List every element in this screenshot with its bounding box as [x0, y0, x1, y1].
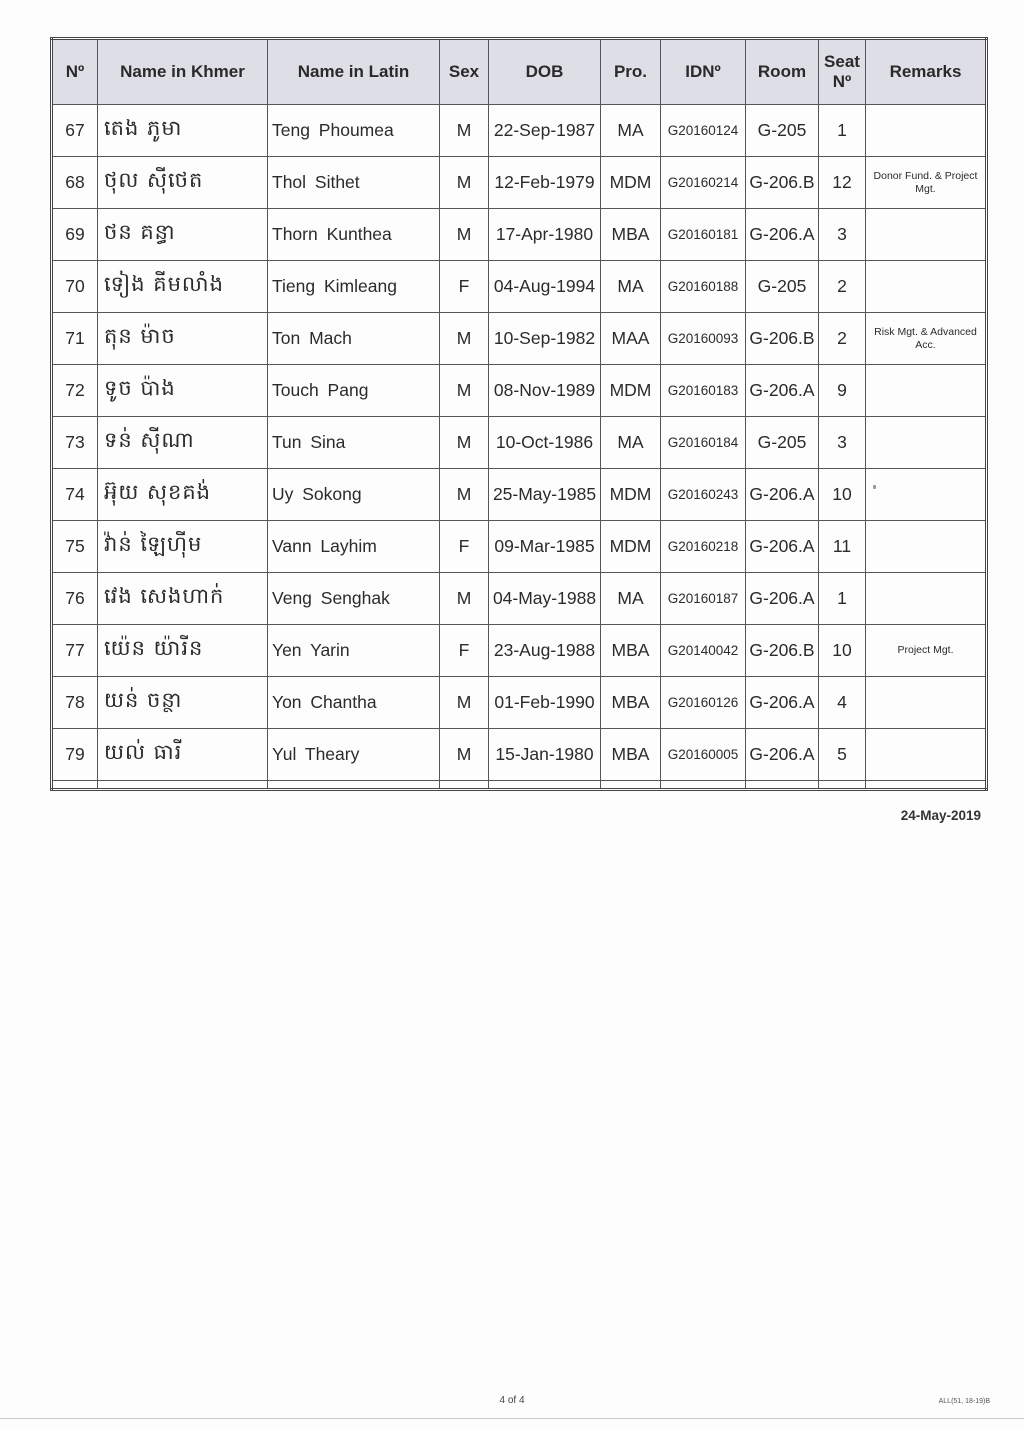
cell-seat: 3 — [819, 209, 866, 261]
header-idno: IDNº — [661, 39, 746, 105]
cell-sex: M — [440, 417, 489, 469]
cell-name-khmer: ទៀង គីមលាំង — [98, 261, 268, 313]
cell-sex: M — [440, 729, 489, 781]
cell-idno: G20140042 — [661, 625, 746, 677]
cell-no: 69 — [52, 209, 98, 261]
cell-no: 76 — [52, 573, 98, 625]
cell-sex: M — [440, 157, 489, 209]
roster-body — [52, 105, 987, 790]
cell-name-khmer: យ៉េន យ៉ារីន — [98, 625, 268, 677]
cell-dob: 04-Aug-1994 — [489, 261, 601, 313]
cell-dob: 09-Mar-1985 — [489, 521, 601, 573]
cell-name-khmer: អ៊ុយ សុខគង់ — [98, 469, 268, 521]
cell-idno: G20160093 — [661, 313, 746, 365]
cell-name-latin: Thol Sithet — [268, 157, 440, 209]
cell-name-khmer: យល់ ធារី — [98, 729, 268, 781]
cell-program: MAA — [601, 313, 661, 365]
cell-room: G-206.A — [746, 469, 819, 521]
cell-room: G-206.B — [746, 157, 819, 209]
cell-seat: 1 — [819, 573, 866, 625]
table-row — [52, 625, 987, 677]
cell-remarks — [866, 677, 987, 729]
cell-program: MA — [601, 261, 661, 313]
cell-name-latin: Yen Yarin — [268, 625, 440, 677]
cell-dob: 10-Sep-1982 — [489, 313, 601, 365]
cell-name-khmer: វេង សេងហាក់ — [98, 573, 268, 625]
cell-name-latin: Vann Layhim — [268, 521, 440, 573]
cell-name-latin: Tun Sina — [268, 417, 440, 469]
cell-seat: 11 — [819, 521, 866, 573]
cell-name-khmer: ទូច ប៉ាង — [98, 365, 268, 417]
cell-no: 67 — [52, 105, 98, 157]
table-row — [52, 573, 987, 625]
table-row — [52, 365, 987, 417]
header-name-latin: Name in Latin — [268, 39, 440, 105]
cell-program: MA — [601, 417, 661, 469]
cell-room: G-206.A — [746, 365, 819, 417]
cell-sex: M — [440, 469, 489, 521]
cell-dob: 17-Apr-1980 — [489, 209, 601, 261]
cell-no: 79 — [52, 729, 98, 781]
cell-idno: G20160218 — [661, 521, 746, 573]
student-roster-table — [50, 37, 988, 791]
cell-idno: G20160126 — [661, 677, 746, 729]
header-name-khmer: Name in Khmer — [98, 39, 268, 105]
cell-dob: 23-Aug-1988 — [489, 625, 601, 677]
cell-empty — [661, 781, 746, 790]
page-number: 4 of 4 — [499, 1395, 525, 1406]
cell-program: MBA — [601, 677, 661, 729]
cell-idno: G20160124 — [661, 105, 746, 157]
cell-remarks: Project Mgt. — [866, 625, 987, 677]
cell-idno: G20160184 — [661, 417, 746, 469]
cell-program: MBA — [601, 729, 661, 781]
header-seat-line2: Nº — [832, 72, 852, 91]
cell-dob: 08-Nov-1989 — [489, 365, 601, 417]
cell-program: MBA — [601, 625, 661, 677]
table-row — [52, 157, 987, 209]
cell-sex: F — [440, 625, 489, 677]
cell-sex: M — [440, 573, 489, 625]
cell-name-khmer: យន់ ចន្ថា — [98, 677, 268, 729]
cell-name-latin: Yul Theary — [268, 729, 440, 781]
cell-room: G-206.A — [746, 573, 819, 625]
cell-idno: G20160187 — [661, 573, 746, 625]
cell-no: 78 — [52, 677, 98, 729]
cell-no: 77 — [52, 625, 98, 677]
cell-idno: G20160181 — [661, 209, 746, 261]
cell-program: MA — [601, 105, 661, 157]
cell-no: 68 — [52, 157, 98, 209]
cell-dob: 12-Feb-1979 — [489, 157, 601, 209]
cell-program: MDM — [601, 469, 661, 521]
cell-idno: G20160183 — [661, 365, 746, 417]
cell-program: MA — [601, 573, 661, 625]
table-row — [52, 261, 987, 313]
cell-empty — [268, 781, 440, 790]
table-row — [52, 209, 987, 261]
cell-dob: 25-May-1985 — [489, 469, 601, 521]
cell-remarks — [866, 417, 987, 469]
cell-dob: 10-Oct-1986 — [489, 417, 601, 469]
cell-remarks — [866, 729, 987, 781]
cell-dob: 22-Sep-1987 — [489, 105, 601, 157]
table-row-cut-off — [52, 781, 987, 790]
cell-seat: 12 — [819, 157, 866, 209]
cell-name-latin: Touch Pang — [268, 365, 440, 417]
cell-seat: 9 — [819, 365, 866, 417]
table-row — [52, 313, 987, 365]
cell-name-latin: Veng Senghak — [268, 573, 440, 625]
cell-program: MDM — [601, 521, 661, 573]
cell-empty — [746, 781, 819, 790]
table-row — [52, 677, 987, 729]
header-room: Room — [746, 39, 819, 105]
cell-room: G-205 — [746, 261, 819, 313]
header-no: Nº — [52, 39, 98, 105]
cell-empty — [601, 781, 661, 790]
cell-no: 74 — [52, 469, 98, 521]
cell-empty — [98, 781, 268, 790]
table-row — [52, 105, 987, 157]
cell-room: G-205 — [746, 105, 819, 157]
cell-name-khmer: ថុល ស៊ីថេត — [98, 157, 268, 209]
cell-sex: F — [440, 261, 489, 313]
cell-room: G-206.A — [746, 521, 819, 573]
cell-empty — [866, 781, 987, 790]
table-header-row — [52, 39, 987, 105]
cell-seat: 1 — [819, 105, 866, 157]
cell-empty — [440, 781, 489, 790]
header-pro: Pro. — [601, 39, 661, 105]
cell-room: G-206.B — [746, 625, 819, 677]
table-row — [52, 469, 987, 521]
cell-seat: 2 — [819, 313, 866, 365]
table-row — [52, 521, 987, 573]
cell-idno: G20160188 — [661, 261, 746, 313]
cell-dob: 01-Feb-1990 — [489, 677, 601, 729]
cell-no: 72 — [52, 365, 98, 417]
cell-name-khmer: ទន់ ស៊ីណា — [98, 417, 268, 469]
cell-idno: G20160214 — [661, 157, 746, 209]
cell-no: 73 — [52, 417, 98, 469]
header-remarks: Remarks — [866, 39, 987, 105]
cell-program: MDM — [601, 157, 661, 209]
cell-seat: 10 — [819, 469, 866, 521]
cell-sex: M — [440, 677, 489, 729]
cell-name-khmer: តេង ភូមា — [98, 105, 268, 157]
cell-dob: 04-May-1988 — [489, 573, 601, 625]
cell-name-khmer: តុន ម៉ាច — [98, 313, 268, 365]
cell-name-latin: Yon Chantha — [268, 677, 440, 729]
cell-name-latin: Thorn Kunthea — [268, 209, 440, 261]
table-row — [52, 729, 987, 781]
cell-idno: G20160243 — [661, 469, 746, 521]
cell-name-latin: Ton Mach — [268, 313, 440, 365]
cell-name-khmer: វ៉ាន់ ឡៃហ៊ីម — [98, 521, 268, 573]
header-seat-line1: Seat — [824, 52, 860, 71]
cell-empty — [489, 781, 601, 790]
cell-remarks: Donor Fund. & Project Mgt. — [866, 157, 987, 209]
cell-seat: 2 — [819, 261, 866, 313]
cell-room: G-206.A — [746, 729, 819, 781]
cell-program: MDM — [601, 365, 661, 417]
cell-name-latin: Uy Sokong — [268, 469, 440, 521]
cell-seat: 5 — [819, 729, 866, 781]
cell-empty — [819, 781, 866, 790]
cell-remarks — [866, 573, 987, 625]
cell-remarks: Risk Mgt. & Advanced Acc. — [866, 313, 987, 365]
cell-seat: 3 — [819, 417, 866, 469]
cell-sex: M — [440, 105, 489, 157]
cell-no: 71 — [52, 313, 98, 365]
cell-remarks — [866, 469, 987, 521]
cell-remarks — [866, 365, 987, 417]
cell-room: G-206.A — [746, 209, 819, 261]
cell-sex: M — [440, 209, 489, 261]
cell-room: G-206.B — [746, 313, 819, 365]
cell-name-latin: Teng Phoumea — [268, 105, 440, 157]
cell-idno: G20160005 — [661, 729, 746, 781]
cell-dob: 15-Jan-1980 — [489, 729, 601, 781]
header-dob: DOB — [489, 39, 601, 105]
cell-room: G-206.A — [746, 677, 819, 729]
cell-empty — [52, 781, 98, 790]
cell-sex: F — [440, 521, 489, 573]
cell-remarks — [866, 261, 987, 313]
cell-remarks — [866, 105, 987, 157]
print-date: 24-May-2019 — [900, 808, 981, 823]
table-row — [52, 417, 987, 469]
scan-edge-line — [0, 1418, 1024, 1419]
cell-seat: 4 — [819, 677, 866, 729]
document-code: ALL(51, 18-19)B — [938, 1398, 990, 1405]
cell-program: MBA — [601, 209, 661, 261]
cell-sex: M — [440, 365, 489, 417]
header-seat — [819, 39, 866, 105]
header-sex: Sex — [440, 39, 489, 105]
cell-no: 75 — [52, 521, 98, 573]
cell-remarks — [866, 209, 987, 261]
cell-name-khmer: ថន គន្ធា — [98, 209, 268, 261]
cell-sex: M — [440, 313, 489, 365]
scan-speck — [873, 485, 876, 489]
cell-remarks — [866, 521, 987, 573]
cell-name-latin: Tieng Kimleang — [268, 261, 440, 313]
cell-room: G-205 — [746, 417, 819, 469]
cell-seat: 10 — [819, 625, 866, 677]
cell-no: 70 — [52, 261, 98, 313]
